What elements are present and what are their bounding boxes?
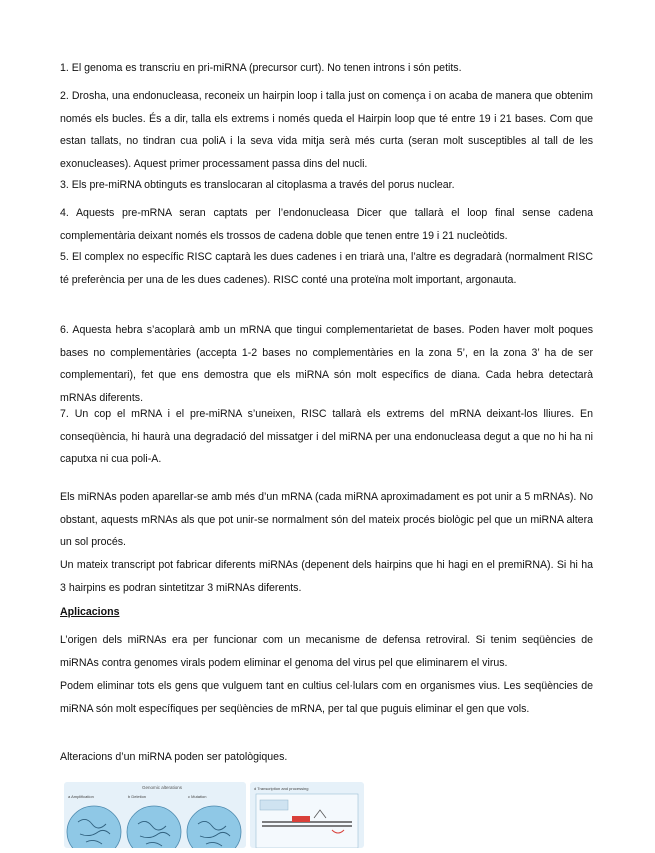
transcript-marker <box>292 816 310 822</box>
panel-d-label: d Transcription and processing <box>254 786 309 791</box>
pathology-paragraph: Alteracions d’un miRNA poden ser patològiques. <box>60 751 288 763</box>
step-6-paragraph: 6. Aquesta hebra s’acoplarà amb un mRNA que tingui complementarietat de bases. Poden haver molt poques bases no complementàries (accepta 1-2 bases no complementàries en la zona 5’, en la zona 3’ ha de ser complementari), fet que ens demostra que els miRNA són molt específics de diana. Cada hebra detectarà mRNAs diferents. <box>60 324 593 404</box>
section-heading: Aplicacions <box>60 606 120 618</box>
step-7-paragraph: 7. Un cop el mRNA i el pre-miRNA s’uneixen, RISC tallarà els extrems del mRNA deixant-los lliures. En conseqüència, hi haurà una degradació del missatger i del miRNA per una endonucleasa degut a que no hi ha ni caputxa ni cua poli-A. <box>60 408 593 466</box>
panel-c-label: c Mutation <box>188 794 207 799</box>
step-3-paragraph: 3. Els pre-miRNA obtinguts es translocaran al citoplasma a través del porus nuclear. <box>60 179 455 191</box>
panel-a-label: a Amplification <box>68 794 94 799</box>
step-2-paragraph: 2. Drosha, una endonucleasa, reconeix un hairpin loop i talla just on comença i on acaba de manera que obtenim només els bucles. És a dir, talla els extrems i només queda el Hairpin loop que té entre 19 i 21 bases. Com que estan tallats, no tindran cua poliA i la seva vida mitja serà més curta (seran molt susceptibles al tall de les exonucleases). Aquest primer processament passa dins del nucli. <box>60 90 593 170</box>
figure-top-label: Genomic alterations <box>142 785 183 790</box>
transcription-schematic <box>256 794 358 848</box>
figure-illustration <box>64 778 364 848</box>
mirna-targets-paragraph: Els miRNAs poden aparellar-se amb més d’un mRNA (cada miRNA aproximadament es pot unir a 5 mRNAs). No obstant, aquests mRNAs als que pot unir-se normalment són del mateix procés biològic pel que un miRNA altera un sol procés. <box>60 491 593 549</box>
step-5-paragraph: 5. El complex no específic RISC captarà les dues cadenes i en triarà una, l’altre es degradarà (normalment RISC té preferència per una de les dues cadenes). RISC conté una proteïna molt important, argonauta. <box>60 251 593 286</box>
step-1-paragraph: 1. El genoma es transcriu en pri-miRNA (precursor curt). No tenen introns i són petits. <box>60 62 462 74</box>
step-4-paragraph: 4. Aquests pre-mRNA seran captats per l’endonucleasa Dicer que tallarà el loop final sense cadena complementària deixant només els trossos de cadena doble que tenen entre 19 i 21 nucleòtids. <box>60 207 593 242</box>
mirna-alterations-figure <box>64 778 364 848</box>
panel-b-label: b Deletion <box>128 794 147 799</box>
gene-elimination-paragraph: Podem eliminar tots els gens que vulguem tant en cultius cel·lulars com en organismes vius. Les seqüències de miRNA són molt específiques per seqüències de mRNA, per tal que puguis eliminar el gen que vols. <box>60 680 593 715</box>
origin-paragraph: L’origen dels miRNAs era per funcionar com un mecanisme de defensa retroviral. Si tenim seqüències de miRNAs contra genomes virals podem eliminar el genoma del virus pel que eliminarem el virus. <box>60 634 593 669</box>
transcript-paragraph: Un mateix transcript pot fabricar diferents miRNAs (depenent dels hairpins que hi hagi en el premiRNA). Si hi ha 3 hairpins es podran sintetitzar 3 miRNAs diferents. <box>60 559 593 594</box>
